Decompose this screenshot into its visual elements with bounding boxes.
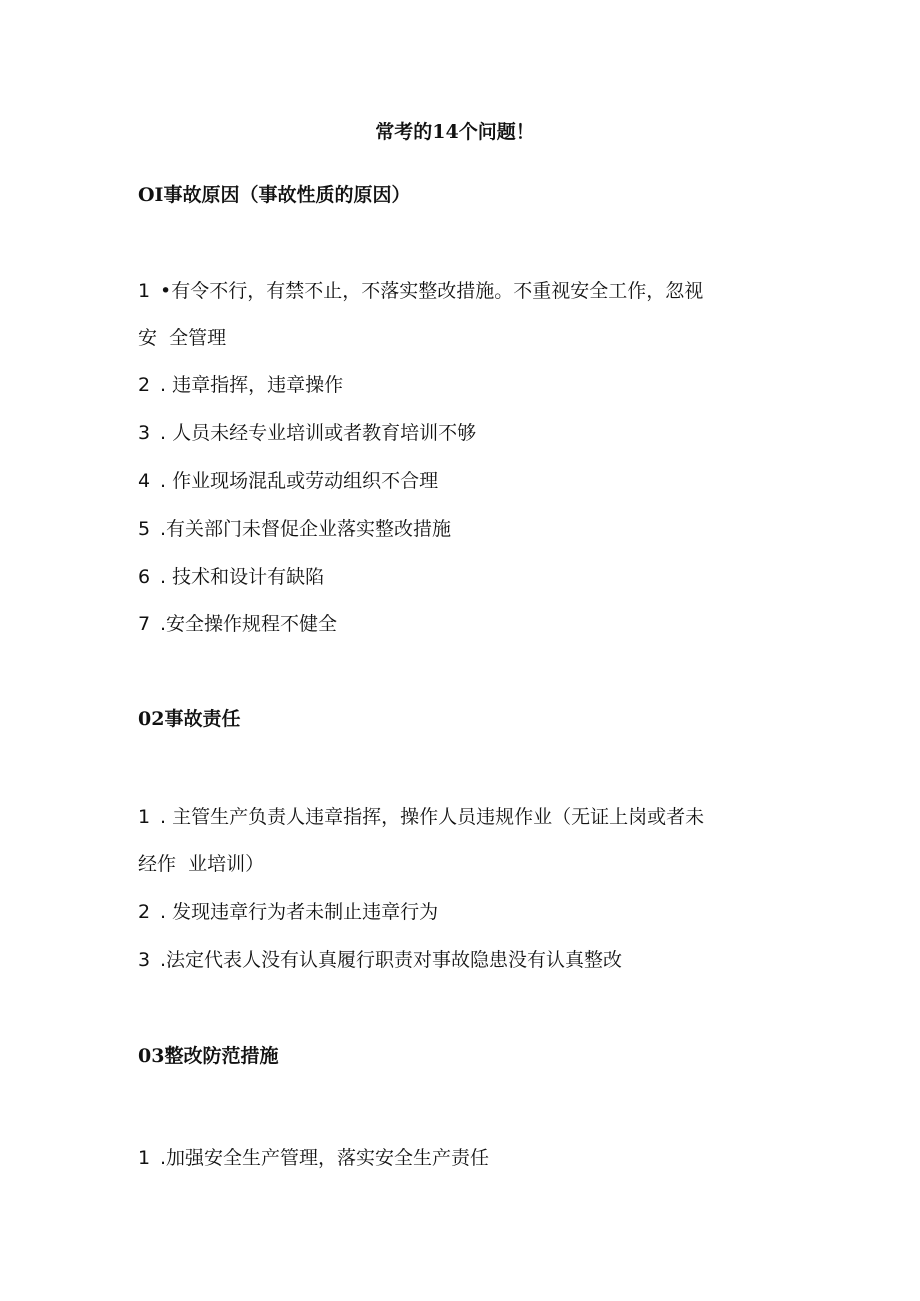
item-number: 3 [138, 949, 151, 971]
list-item [138, 600, 788, 648]
item-text: . 人员未经专业培训或者教育培训不够 [160, 422, 477, 444]
list-item [138, 1134, 788, 1182]
list-item [138, 793, 788, 841]
item-text: . 主管生产负责人违章指挥，操作人员违规作业（无证上岗或者未 [160, 806, 705, 828]
list-item [138, 409, 788, 457]
item-number: 3 [138, 422, 151, 444]
page-title: 常考的14个问题！ [375, 121, 535, 143]
item-number: 5 [138, 518, 151, 540]
item-number: 1 [138, 1147, 151, 1169]
list-item [138, 888, 788, 936]
list-item [138, 267, 788, 315]
item-text: .法定代表人没有认真履行职责对事故隐患没有认真整改 [160, 949, 623, 971]
list-item-continuation [138, 314, 788, 362]
item-text: . 作业现场混乱或劳动组织不合理 [160, 470, 439, 492]
item-number: 2 [138, 901, 151, 923]
item-text-continuation: 安 全管理 [138, 327, 227, 349]
list-item [138, 553, 788, 601]
item-text: . 发现违章行为者未制止违章行为 [160, 901, 439, 923]
item-text: . 技术和设计有缺陷 [160, 566, 325, 588]
item-number: 4 [138, 470, 151, 492]
section-heading-measures: 03整改防范措施 [138, 1045, 279, 1067]
item-text: . 违章指挥，违章操作 [160, 374, 344, 396]
section-heading-causes: OI事故原因（事故性质的原因） [138, 184, 411, 206]
item-number: 7 [138, 613, 151, 635]
list-item [138, 361, 788, 409]
item-text: .有关部门未督促企业落实整改措施 [160, 518, 452, 540]
list-item [138, 936, 788, 984]
item-number: 1 [138, 280, 151, 302]
section-heading-responsibility: 02事故责任 [138, 708, 241, 730]
item-text: .加强安全生产管理，落实安全生产责任 [160, 1147, 490, 1169]
item-text: .安全操作规程不健全 [160, 613, 338, 635]
list-item-continuation [138, 840, 788, 888]
item-text-continuation: 经作 业培训） [138, 853, 265, 875]
item-number: 1 [138, 806, 151, 828]
list-item [138, 457, 788, 505]
list-item [138, 505, 788, 553]
item-number: 2 [138, 374, 151, 396]
item-number: 6 [138, 566, 151, 588]
item-text: •有令不行，有禁不止，不落实整改措施。不重视安全工作，忽视 [160, 280, 704, 302]
